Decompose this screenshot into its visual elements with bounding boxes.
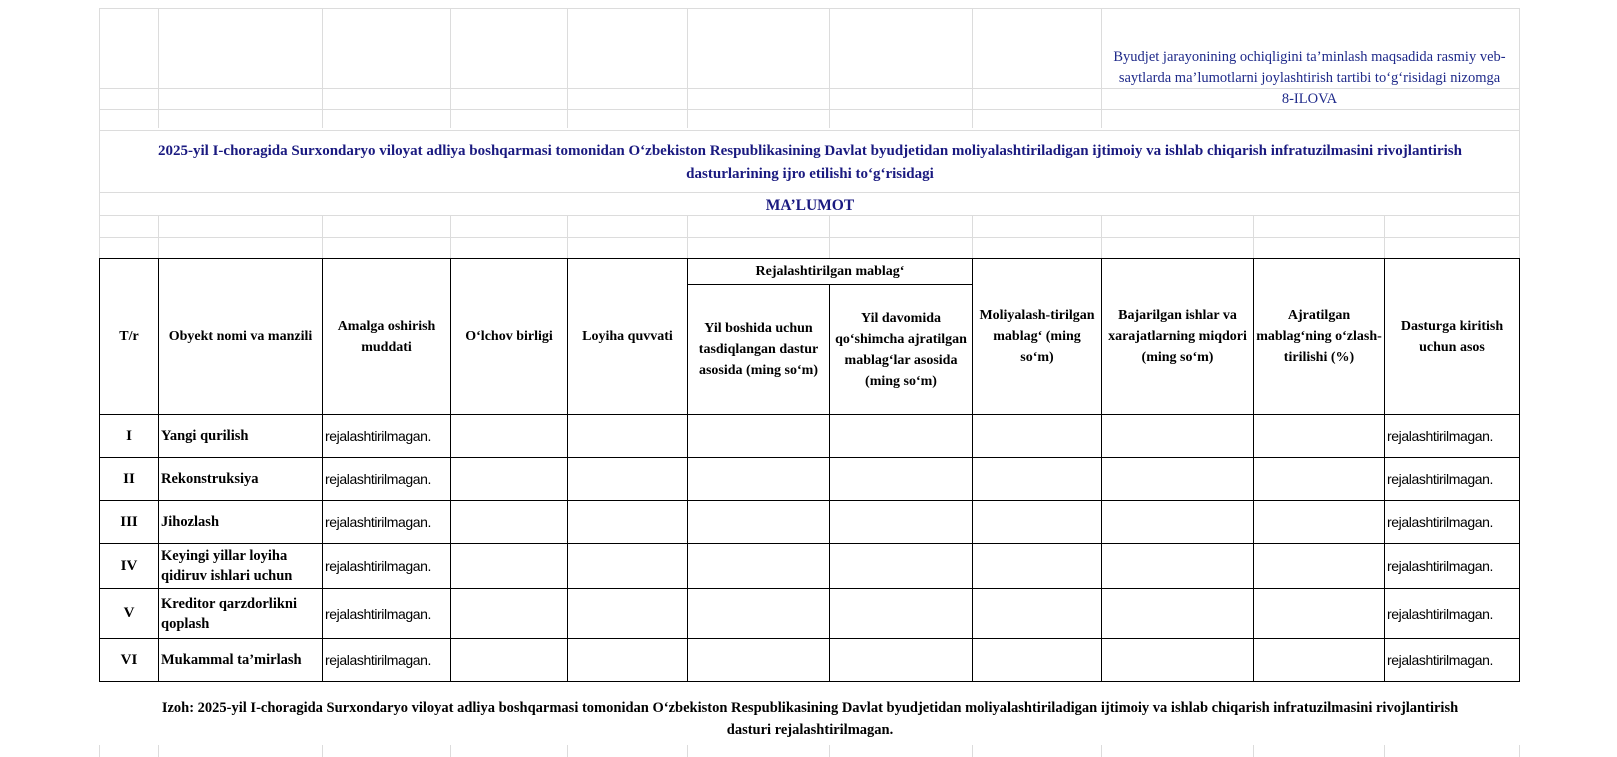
row-capacity	[568, 415, 688, 458]
row-financed	[973, 589, 1102, 639]
annex-number: 8-ILOVA	[1281, 91, 1338, 107]
row-basis: rejalashtirilmagan.	[1385, 415, 1520, 458]
row-planned-during	[830, 589, 973, 639]
document-title-line-2: dasturlarining ijro etilishi to‘g‘risidagi	[686, 166, 934, 182]
table-row	[100, 544, 1520, 589]
row-unit	[451, 589, 568, 639]
row-term: rejalashtirilmagan.	[323, 501, 451, 544]
table-row	[100, 458, 1520, 501]
row-basis: rejalashtirilmagan.	[1385, 544, 1520, 589]
header-completed: Bajarilgan ishlar va xarajatlarning miqdori (ming so‘m)	[1102, 259, 1254, 415]
annex-reference	[1102, 47, 1517, 110]
row-capacity	[568, 639, 688, 682]
row-unit	[451, 415, 568, 458]
footnote-line-2: dasturi rejalashtirilmagan.	[726, 722, 894, 738]
row-unit	[451, 458, 568, 501]
header-planned-during: Yil davomida qo‘shimcha ajratilgan mablag‘lar asosida (ming so‘m)	[830, 285, 973, 415]
row-unit	[451, 639, 568, 682]
row-financed	[973, 544, 1102, 589]
row-object-name: Keyingi yillar loyiha qidiruv ishlari uchun	[159, 544, 323, 589]
table-row	[100, 501, 1520, 544]
row-financed	[973, 639, 1102, 682]
programs-table	[99, 258, 1520, 682]
row-completed	[1102, 458, 1254, 501]
header-planned-start: Yil boshida uchun tasdiqlangan dastur asosida (ming so‘m)	[688, 285, 830, 415]
row-planned-start	[688, 639, 830, 682]
row-basis: rejalashtirilmagan.	[1385, 501, 1520, 544]
row-number: IV	[100, 544, 159, 589]
row-number: V	[100, 589, 159, 639]
table-row	[100, 639, 1520, 682]
header-basis: Dasturga kiritish uchun asos	[1385, 259, 1520, 415]
header-unit: O‘lchov birligi	[451, 259, 568, 415]
row-planned-start	[688, 415, 830, 458]
row-planned-start	[688, 544, 830, 589]
row-allocated	[1254, 458, 1385, 501]
row-completed	[1102, 589, 1254, 639]
row-object-name: Jihozlash	[159, 501, 323, 544]
row-object-name: Yangi qurilish	[159, 415, 323, 458]
document-subtitle: MA’LUMOT	[765, 197, 855, 214]
row-basis: rejalashtirilmagan.	[1385, 458, 1520, 501]
table-row	[100, 589, 1520, 639]
row-term: rejalashtirilmagan.	[323, 415, 451, 458]
row-completed	[1102, 501, 1254, 544]
row-number: II	[100, 458, 159, 501]
row-number: VI	[100, 639, 159, 682]
row-allocated	[1254, 639, 1385, 682]
footnote	[100, 697, 1520, 741]
row-basis: rejalashtirilmagan.	[1385, 639, 1520, 682]
row-allocated	[1254, 544, 1385, 589]
row-object-name: Rekonstruksiya	[159, 458, 323, 501]
row-completed	[1102, 415, 1254, 458]
row-number: III	[100, 501, 159, 544]
row-capacity	[568, 544, 688, 589]
annex-line-1: Byudjet jarayonining ochiqligini ta’minlash maqsadida rasmiy veb-	[1113, 49, 1506, 65]
row-basis: rejalashtirilmagan.	[1385, 589, 1520, 639]
row-completed	[1102, 639, 1254, 682]
row-term: rejalashtirilmagan.	[323, 589, 451, 639]
row-object-name: Mukammal ta’mirlash	[159, 639, 323, 682]
row-planned-during	[830, 544, 973, 589]
row-financed	[973, 415, 1102, 458]
row-planned-start	[688, 589, 830, 639]
row-allocated	[1254, 589, 1385, 639]
row-number: I	[100, 415, 159, 458]
row-planned-during	[830, 501, 973, 544]
header-tr: T/r	[100, 259, 159, 415]
header-object: Obyekt nomi va manzili	[159, 259, 323, 415]
table-header-row	[100, 259, 1520, 285]
row-completed	[1102, 544, 1254, 589]
table-row	[100, 415, 1520, 458]
row-unit	[451, 501, 568, 544]
document-title-line-1: 2025-yil I-choragida Surxondaryo viloyat adliya boshqarmasi tomonidan O‘zbekiston Respublikasining Davlat byudjetidan moliyalashtiriladigan ijtimoiy va ishlab chiqarish infratuzilmasini rivojlantirish	[158, 143, 1462, 159]
header-planned-group: Rejalashtirilgan mablag‘	[688, 259, 973, 285]
annex-line-2: saytlarda ma’lumotlarni joylashtirish tartibi to‘g‘risidagi nizomga	[1118, 70, 1501, 86]
row-unit	[451, 544, 568, 589]
row-planned-during	[830, 639, 973, 682]
document-title	[100, 140, 1520, 186]
header-allocated: Ajratilgan mablag‘ning o‘zlash-tirilishi (%)	[1254, 259, 1385, 415]
row-planned-during	[830, 458, 973, 501]
row-planned-during	[830, 415, 973, 458]
row-capacity	[568, 501, 688, 544]
row-planned-start	[688, 501, 830, 544]
row-planned-start	[688, 458, 830, 501]
row-financed	[973, 501, 1102, 544]
header-financed: Moliyalash-tirilgan mablag‘ (ming so‘m)	[973, 259, 1102, 415]
row-capacity	[568, 589, 688, 639]
header-capacity: Loyiha quvvati	[568, 259, 688, 415]
row-allocated	[1254, 501, 1385, 544]
row-object-name: Kreditor qarzdorlikni qoplash	[159, 589, 323, 639]
row-allocated	[1254, 415, 1385, 458]
header-term: Amalga oshirish muddati	[323, 259, 451, 415]
row-term: rejalashtirilmagan.	[323, 544, 451, 589]
row-term: rejalashtirilmagan.	[323, 639, 451, 682]
row-capacity	[568, 458, 688, 501]
row-term: rejalashtirilmagan.	[323, 458, 451, 501]
footnote-line-1: Izoh: 2025-yil I-choragida Surxondaryo viloyat adliya boshqarmasi tomonidan O‘zbekiston Respublikasining Davlat byudjetidan moliyalashtiriladigan ijtimoiy va ishlab chiqarish infratuzilmasini rivojlantirish	[161, 700, 1459, 716]
row-financed	[973, 458, 1102, 501]
